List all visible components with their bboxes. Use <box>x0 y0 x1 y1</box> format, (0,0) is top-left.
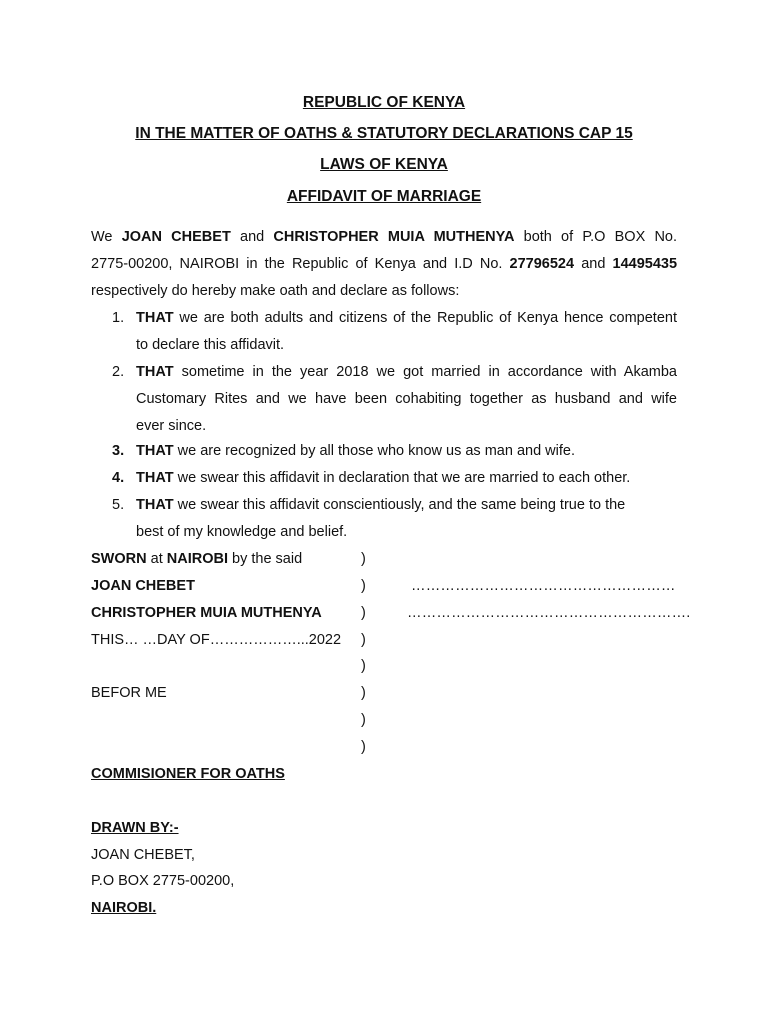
drawn-by-heading: DRAWN BY:- <box>91 820 179 836</box>
id-number-1: 27796524 <box>509 256 575 272</box>
id-number-2: 14495435 <box>612 256 678 272</box>
item-4-line-1: THAT we swear this affidavit in declaration that we are married to each other. <box>136 470 631 486</box>
before-me-label: BEFOR ME <box>91 685 167 701</box>
title-laws: LAWS OF KENYA <box>320 156 448 173</box>
commissioner-label: COMMISIONER FOR OATHS <box>91 766 285 782</box>
item-number: 5. <box>112 497 125 513</box>
title-republic: REPUBLIC OF KENYA <box>302 94 466 111</box>
item-5-line-1: THAT we swear this affidavit conscientiously, and the same being true to the <box>136 497 626 513</box>
deponent-name-1: JOAN CHEBET <box>121 229 231 245</box>
item-number: 1. <box>112 310 125 326</box>
item-1-line-1: THAT we are both adults and citizens of the Republic of Kenya hence competent <box>136 310 677 326</box>
drawn-by-name: JOAN CHEBET, <box>91 847 195 863</box>
sworn-line: SWORN at NAIROBI by the said <box>91 551 303 567</box>
bracket: ) <box>361 578 366 594</box>
drawn-by-address: P.O BOX 2775-00200, <box>91 873 235 889</box>
signature-line-2: …………………………………………………. <box>407 605 691 621</box>
item-5-line-2: best of my knowledge and belief. <box>136 524 348 540</box>
bracket: ) <box>361 605 366 621</box>
item-2-line-1: THAT sometime in the year 2018 we got married in accordance with Akamba <box>136 364 677 380</box>
bracket: ) <box>361 685 366 701</box>
title-affidavit: AFFIDAVIT OF MARRIAGE <box>286 188 482 205</box>
intro-line-2: 2775-00200, NAIROBI in the Republic of Kenya and I.D No. 27796524 and 14495435 <box>91 256 678 272</box>
drawn-by-city: NAIROBI. <box>91 900 157 916</box>
bracket: ) <box>361 632 366 648</box>
item-2-line-2: Customary Rites and we have been cohabiting together as husband and wife <box>136 391 677 407</box>
title-matter: IN THE MATTER OF OATHS & STATUTORY DECLARATIONS CAP 15 <box>135 125 633 142</box>
deponent-name-2: CHRISTOPHER MUIA MUTHENYA <box>273 229 515 245</box>
item-3-line-1: THAT we are recognized by all those who know us as man and wife. <box>136 443 575 459</box>
item-number: 4. <box>112 470 125 486</box>
intro-line-3: respectively do hereby make oath and declare as follows: <box>91 283 460 299</box>
item-1-line-2: to declare this affidavit. <box>136 337 285 353</box>
signatory-name-2: CHRISTOPHER MUIA MUTHENYA <box>91 605 322 621</box>
bracket: ) <box>361 658 366 674</box>
bracket: ) <box>361 739 366 755</box>
signatory-name-1: JOAN CHEBET <box>91 578 195 594</box>
item-number: 2. <box>112 364 125 380</box>
bracket: ) <box>361 712 366 728</box>
item-number: 3. <box>112 443 125 459</box>
bracket: ) <box>361 551 366 567</box>
date-line: THIS… …DAY OF………………...2022 <box>91 632 342 648</box>
item-2-line-3: ever since. <box>136 418 207 434</box>
signature-line-1: ……………………………………………… <box>411 578 676 594</box>
intro-line-1: We JOAN CHEBET and CHRISTOPHER MUIA MUTHENYA both of P.O BOX No. <box>91 229 678 245</box>
